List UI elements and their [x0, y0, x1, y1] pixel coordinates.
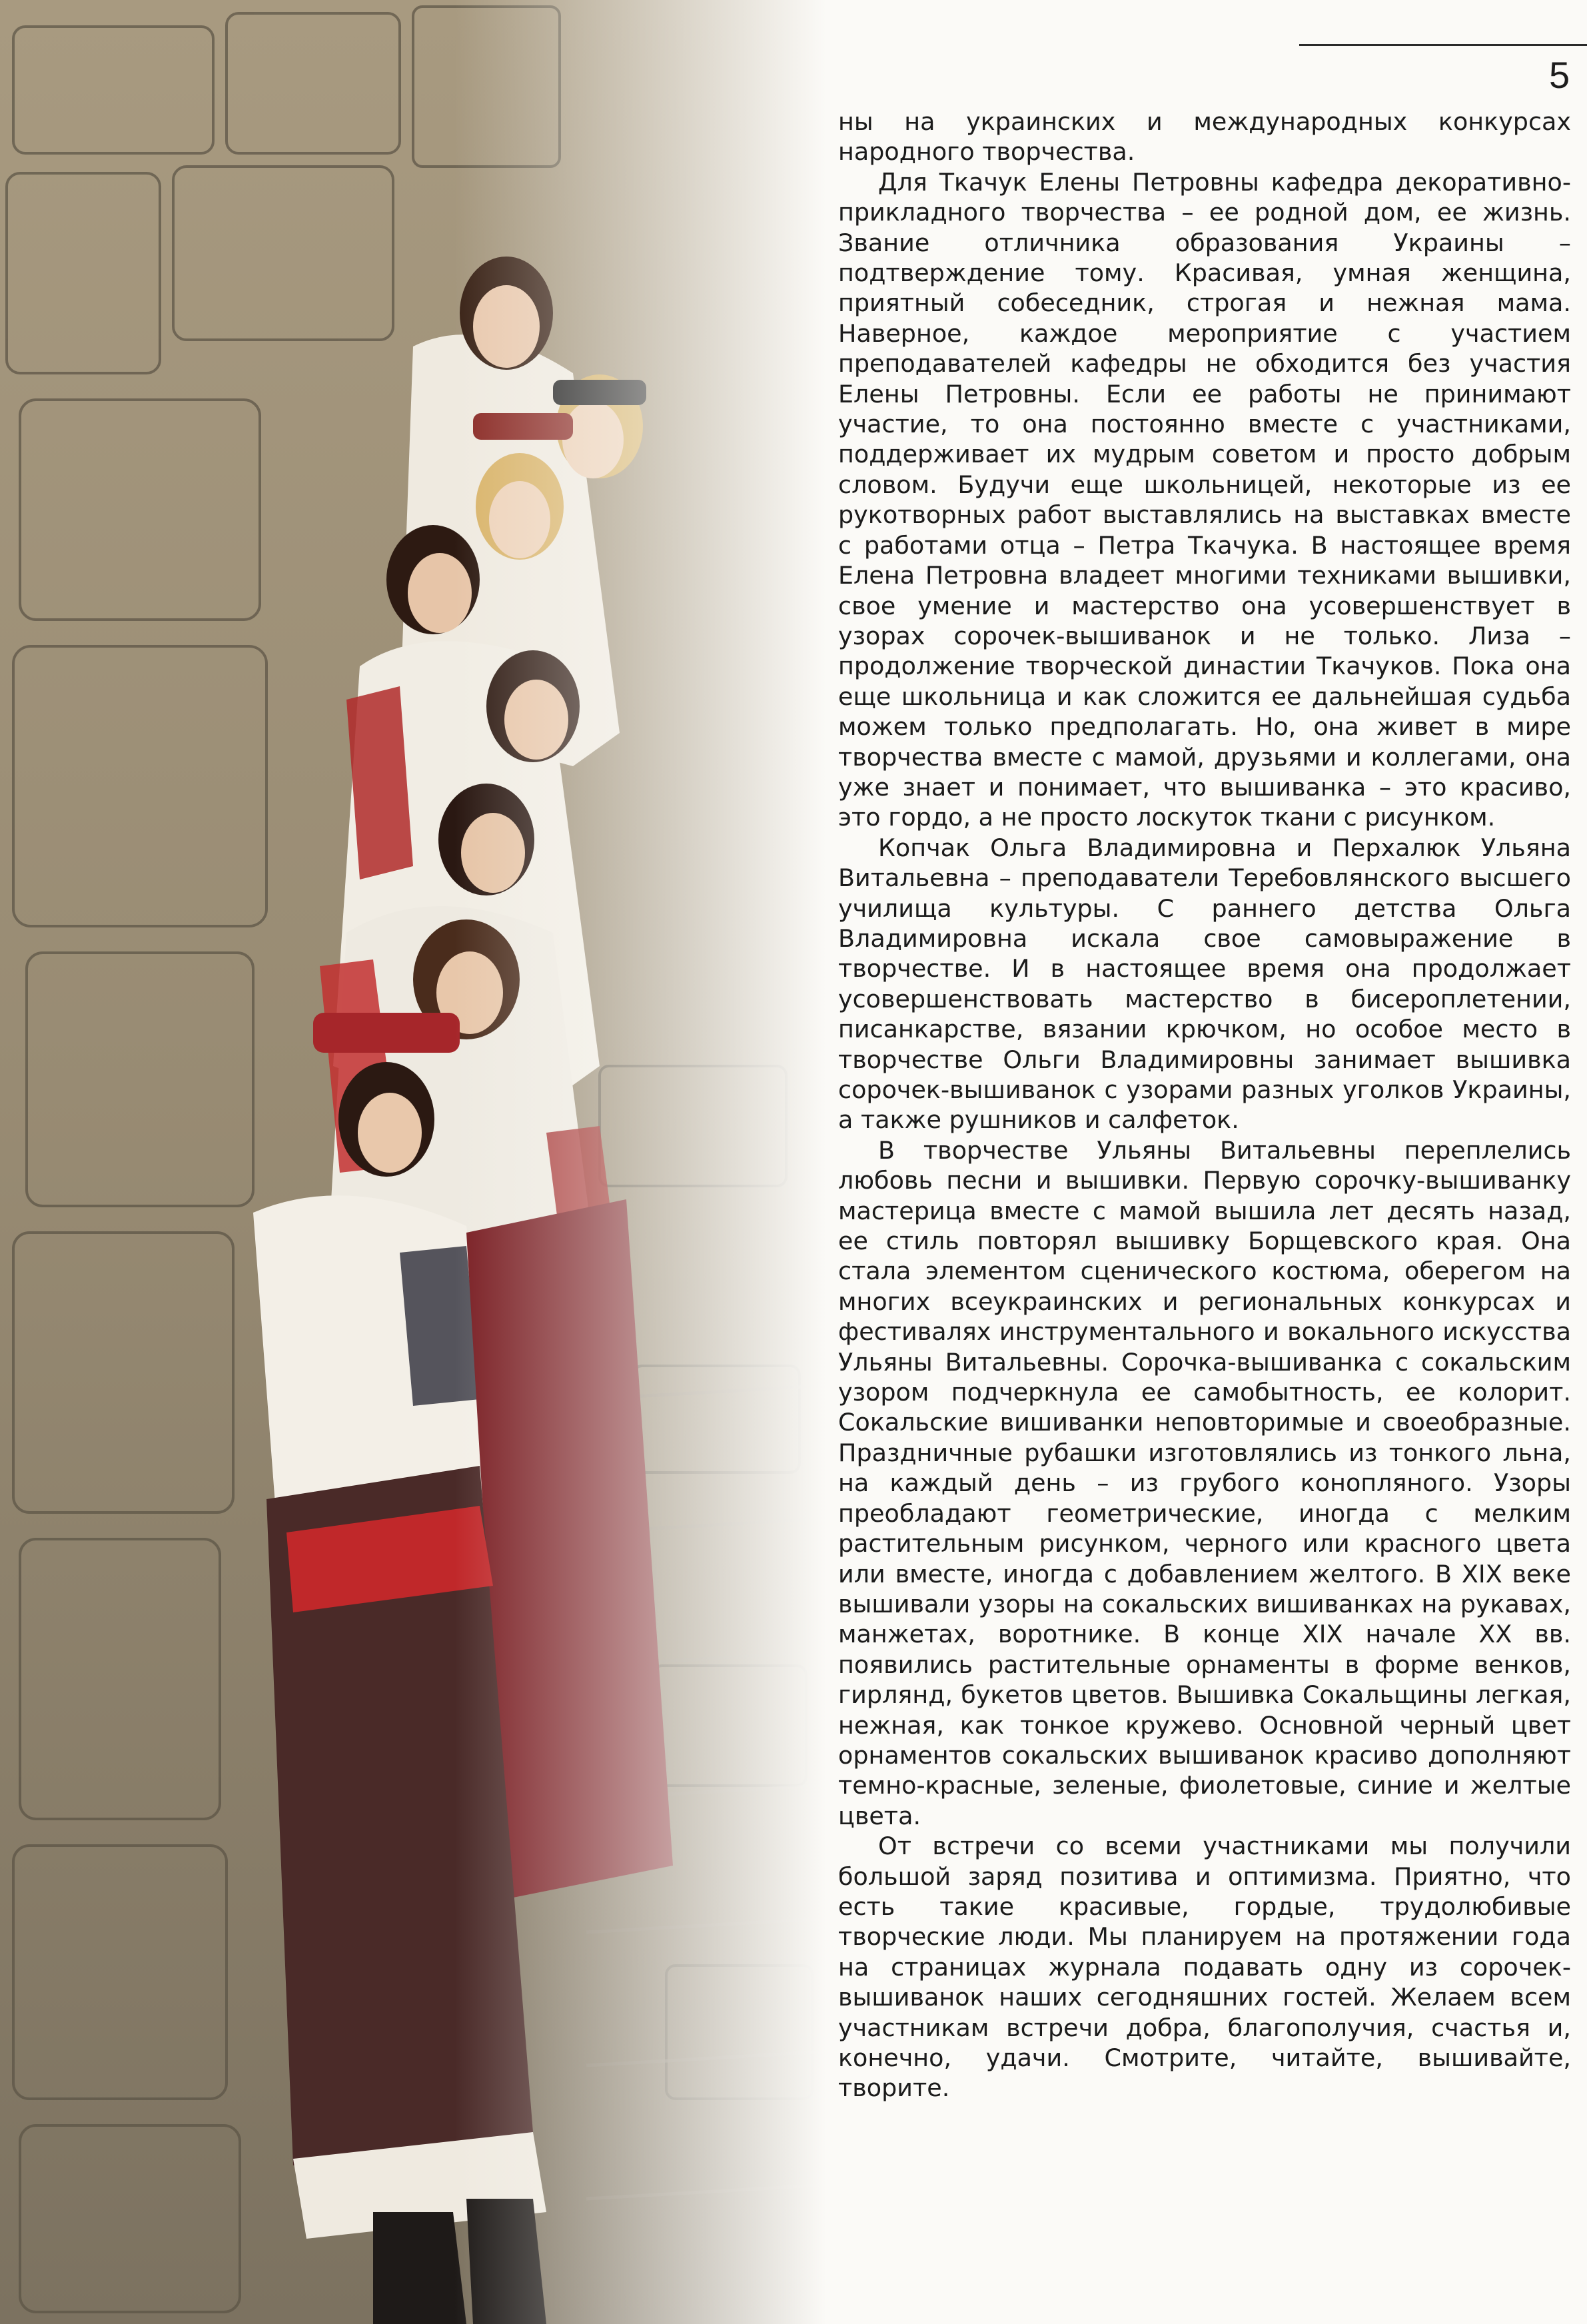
page-number: 5	[1549, 54, 1570, 96]
article-paragraph: В творчестве Ульяны Витальевны переплелись любовь песни и вышивки. Первую сорочку-вышиванку мастерица вместе с мамой вышила лет десять назад, ее стиль повторял вышивку Борщевского края. Она стала элементом сценического костюма, оберегом на многих всеукраинских и региональных конкурсах и фестивалях инструментального и вокального искусства Ульяны Витальевны. Сорочка-вышиванка с сокальским узором подчеркнула ее самобытность, ее колорит. Сокальские вишиванки неповторимые и своеобразные. Праздничные рубашки изготовлялись из тонкого льна, на каждый день – из грубого конопляного. Узоры преобладают геометрические, иногда с мелким растительным рисунком, черного или красного цвета или вместе, иногда с добавлением желтого. В XIX веке вышивали узоры на сокальских вишиванках на рукавах, манжетах, воротнике. В конце XIX начале XX вв. появились растительные орнаменты в форме венков, гирлянд, букетов цветов. Вышивка Сокальщины легкая, нежная, как тонкое кружево. Основной черный цвет орнаментов сокальских вышиванок красиво дополняют темно-красные, зеленые, фиолетовые, синие и желтые цвета.	[838, 1135, 1571, 1830]
article-paragraph: ны на украинских и международных конкурсах народного творчества.	[838, 107, 1571, 167]
article-paragraph: Для Ткачук Елены Петровны кафедра декоративно-прикладного творчества – ее родной дом, ее жизнь. Звание отличника образования Украины – подтверждение тому. Красивая, умная женщина, приятный собеседник, строгая и нежная мама. Наверное, каждое мероприятие с участием преподавателей кафедры не обходится без участия Елены Петровны. Если ее работы не принимают участие, то она постоянно вместе с участниками, поддерживает их мудрым советом и просто добрым словом. Будучи еще школьницей, некоторые из ее рукотворных работ выставлялись на выставках вместе с работами отца – Петра Ткачука. В настоящее время Елена Петровна владеет многими техниками вышивки, свое умение и мастерство она усовершенствует в узорах сорочек-вышиванок и не только. Лиза – продолжение творческой династии Ткачуков. Пока она еще школьница и как сложится ее дальнейшая судьба можем только предполагать. Но, она живет в мире творчества вместе с мамой, друзьями и коллегами, она уже знает и понимает, что вышиванка – это красиво, это гордо, а не просто лоскуток ткани с рисунком.	[838, 167, 1571, 832]
article-paragraph: Копчак Ольга Владимировна и Перхалюк Ульяна Витальевна – преподаватели Теребовлянского высшего училища культуры. С раннего детства Ольга Владимировна искала свое самовыражение в творчестве. И в настоящее время она продолжает усовершенствовать мастерство в бисероплетении, писанкарстве, вязании крючком, но особое место в творчестве Ольги Владимировны занимает вышивка сорочек-вышиванок с узорами разных уголков Украины, а также рушников и салфеток.	[838, 833, 1571, 1135]
header-rule	[1299, 44, 1587, 46]
article-paragraph: От встречи со всеми участниками мы получили большой заряд позитива и оптимизма. Приятно, что есть такие красивые, гордые, трудолюбивые творческие люди. Мы планируем на протяжении года на страницах журнала подавать одну из сорочек-вышиванок наших сегодняшних гостей. Желаем всем участникам встречи добра, благополучия, счастья и, конечно, удачи. Смотрите, читайте, вышивайте, творите.	[838, 1832, 1571, 2103]
article-body	[838, 107, 1571, 2103]
